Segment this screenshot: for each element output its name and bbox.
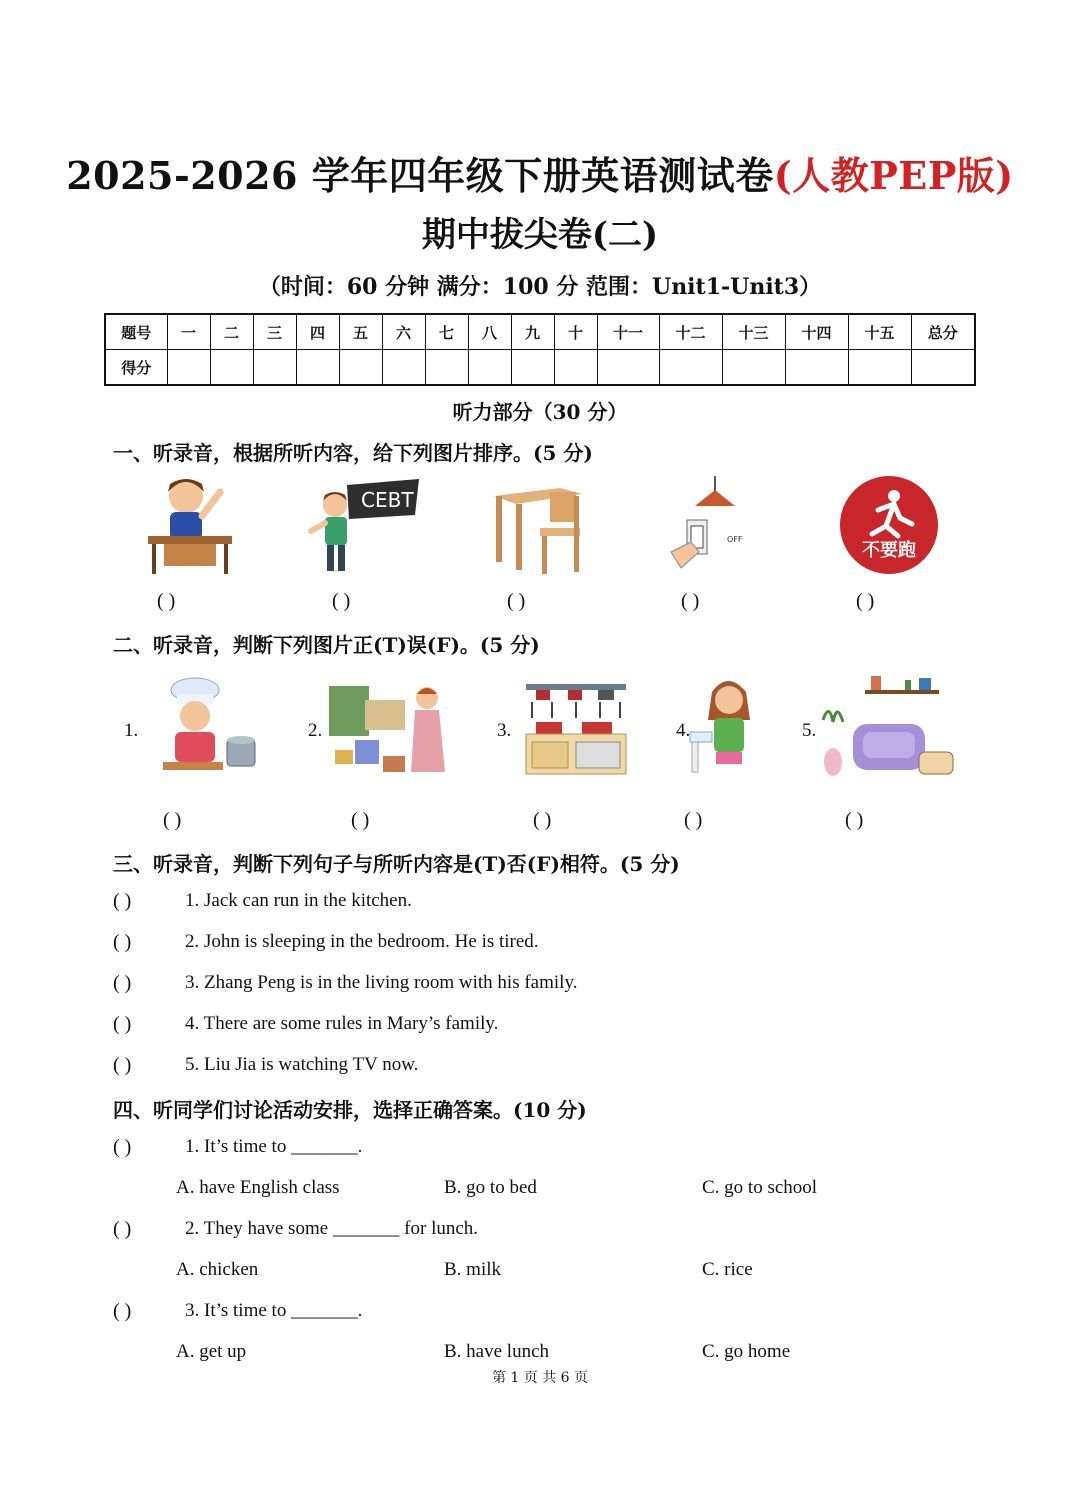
score-cell[interactable] (210, 350, 253, 386)
column-header: 一 (167, 314, 210, 350)
picture-label: 2. (308, 720, 323, 741)
statement: 4. There are some rules in Mary’s family. (185, 1013, 499, 1034)
desk-and-chair-icon (490, 482, 590, 578)
score-cell[interactable] (554, 350, 597, 386)
column-header: 六 (382, 314, 425, 350)
answer-paren[interactable]: ( ) (507, 590, 526, 612)
section4-title: 四、听同学们讨论活动安排，选择正确答案。(10 分) (113, 1098, 587, 1122)
table-row-scores (105, 350, 975, 386)
page-footer: 第 1 页 共 6 页 (491, 1370, 589, 1386)
no-running-sign-icon (838, 474, 940, 576)
answer-paren[interactable]: ( ) (845, 809, 864, 831)
score-cell[interactable] (659, 350, 722, 386)
listening-header: 听力部分（30 分） (452, 400, 628, 424)
boy-raising-hand-icon (140, 470, 240, 578)
picture-label: 3. (497, 720, 512, 741)
column-header: 十二 (659, 314, 722, 350)
section1-title: 一、听录音，根据所听内容，给下列图片排序。(5 分) (113, 441, 593, 465)
option-c[interactable]: C. go to school (702, 1177, 818, 1198)
answer-paren[interactable]: ( ) (113, 972, 132, 994)
column-header: 十 (554, 314, 597, 350)
answer-paren[interactable]: ( ) (163, 809, 182, 831)
option-b[interactable]: B. have lunch (444, 1341, 550, 1362)
answer-paren[interactable]: ( ) (113, 1300, 132, 1322)
living-room-sofa-icon (815, 672, 955, 782)
column-header: 三 (253, 314, 296, 350)
answer-paren[interactable]: ( ) (533, 809, 552, 831)
answer-paren[interactable]: ( ) (113, 1136, 132, 1158)
answer-paren[interactable]: ( ) (856, 590, 875, 612)
column-header: 总分 (911, 314, 975, 350)
table-row-question-numbers (105, 314, 975, 350)
score-cell[interactable] (511, 350, 554, 386)
column-header: 八 (468, 314, 511, 350)
column-header: 四 (296, 314, 339, 350)
answer-paren[interactable]: ( ) (684, 809, 703, 831)
question: 2. They have some _______ for lunch. (185, 1218, 479, 1239)
column-header: 七 (425, 314, 468, 350)
answer-paren[interactable]: ( ) (113, 890, 132, 912)
score-cell[interactable] (253, 350, 296, 386)
light-switch-off-icon (665, 472, 755, 576)
blackboard-text: CEBT (361, 488, 414, 512)
score-table (104, 313, 976, 386)
row-label: 得分 (105, 350, 167, 386)
section2-title: 二、听录音，判断下列图片正(T)误(F)。(5 分) (113, 633, 540, 657)
column-header: 十四 (785, 314, 848, 350)
answer-paren[interactable]: ( ) (113, 1218, 132, 1240)
score-cell[interactable] (382, 350, 425, 386)
score-cell[interactable] (722, 350, 785, 386)
answer-paren[interactable]: ( ) (332, 590, 351, 612)
kitchen-icon (522, 678, 630, 778)
title-edition: (人教PEP版) (773, 153, 1014, 198)
option-a[interactable]: A. get up (176, 1341, 247, 1362)
column-header: 二 (210, 314, 253, 350)
answer-paren[interactable]: ( ) (351, 809, 370, 831)
answer-paren[interactable]: ( ) (157, 590, 176, 612)
statement: 1. Jack can run in the kitchen. (185, 890, 412, 911)
option-b[interactable]: B. milk (444, 1259, 502, 1280)
sign-text: 不要跑 (862, 540, 916, 561)
score-cell[interactable] (296, 350, 339, 386)
score-cell[interactable] (167, 350, 210, 386)
title-main: 2025-2026 学年四年级下册英语测试卷 (66, 153, 774, 198)
statement: 5. Liu Jia is watching TV now. (185, 1054, 419, 1075)
messy-room-mother-icon (325, 680, 455, 780)
exam-subtitle: 期中拔尖卷(二) (421, 215, 659, 255)
score-cell[interactable] (468, 350, 511, 386)
picture-label: 4. (676, 720, 691, 741)
option-a[interactable]: A. chicken (176, 1259, 259, 1280)
option-c[interactable]: C. go home (702, 1341, 791, 1362)
statement: 3. Zhang Peng is in the living room with his family. (185, 972, 578, 993)
question: 1. It’s time to _______. (185, 1136, 363, 1157)
picture-label: 1. (124, 720, 139, 741)
question: 3. It’s time to _______. (185, 1300, 363, 1321)
option-c[interactable]: C. rice (702, 1259, 753, 1280)
statement: 2. John is sleeping in the bedroom. He is tired. (185, 931, 539, 952)
score-cell[interactable] (425, 350, 468, 386)
exam-info: （时间：60 分钟 满分：100 分 范围：Unit1-Unit3） (258, 274, 822, 300)
answer-paren[interactable]: ( ) (681, 590, 700, 612)
girl-washing-hands-icon (688, 672, 768, 778)
section3-title: 三、听录音，判断下列句子与所听内容是(T)否(F)相符。(5 分) (113, 852, 680, 876)
exam-title (0, 145, 1080, 200)
score-cell[interactable] (911, 350, 975, 386)
score-cell[interactable] (848, 350, 911, 386)
column-header: 五 (339, 314, 382, 350)
switch-off-text: OFF (727, 535, 743, 544)
column-header: 九 (511, 314, 554, 350)
boy-at-blackboard-icon (305, 475, 425, 575)
option-b[interactable]: B. go to bed (444, 1177, 537, 1198)
row-label: 题号 (105, 314, 167, 350)
answer-paren[interactable]: ( ) (113, 1013, 132, 1035)
column-header: 十一 (597, 314, 659, 350)
score-cell[interactable] (597, 350, 659, 386)
answer-paren[interactable]: ( ) (113, 931, 132, 953)
column-header: 十三 (722, 314, 785, 350)
option-a[interactable]: A. have English class (176, 1177, 340, 1198)
girl-cooking-icon (155, 676, 263, 778)
column-header: 十五 (848, 314, 911, 350)
answer-paren[interactable]: ( ) (113, 1054, 132, 1076)
picture-label: 5. (802, 720, 817, 741)
score-cell[interactable] (339, 350, 382, 386)
score-cell[interactable] (785, 350, 848, 386)
